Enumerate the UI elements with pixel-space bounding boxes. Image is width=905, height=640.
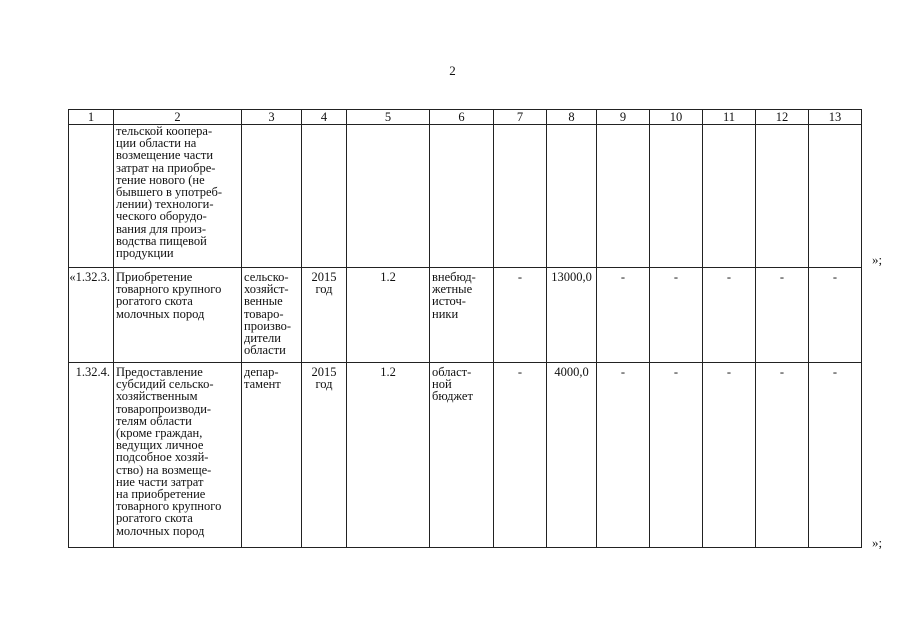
text-line: молочных пород [116,306,205,321]
page-number: 2 [449,63,456,78]
cell [302,125,347,268]
cell-value: - [650,363,703,548]
closing-quote-mark: »; [872,252,883,267]
item-source [430,363,494,548]
header-cell: 6 [430,110,494,125]
text-line: ство) на возмеще- [116,462,212,477]
text-line: подсобное хозяй- [116,450,209,465]
text-line: рогатого скота [116,294,193,309]
text-line: ведущих личное [116,438,204,453]
cell-value: - [494,363,547,548]
text-line: 2015 [311,270,337,284]
header-cell: 8 [547,110,597,125]
text-line: хозяйственным [116,389,198,404]
text-line: телям области [116,413,192,428]
cell-value: - [597,268,650,363]
text-line: области [244,343,286,358]
text-line: товарного крупного [116,282,222,297]
text-line: вания для произ- [116,221,206,236]
header-cell: 11 [703,110,756,125]
item-name [114,268,242,363]
header-cell: 9 [597,110,650,125]
item-number: 1.32.4. [69,363,114,548]
text-line: венные [244,294,283,309]
text-line: тение нового (не [116,172,205,187]
text-line: бывшего в употреб- [116,185,223,200]
text-line: затрат на приобре- [116,160,216,175]
text-line: год [315,282,333,297]
text-line: бюджет [432,389,473,404]
header-cell: 7 [494,110,547,125]
text-line: товарного крупного [116,499,222,514]
text-line: ники [432,306,459,321]
text-line: тельской коопера- [116,124,213,138]
cell [494,125,547,268]
text-line: продукции [116,246,174,261]
text-line: ческого оборудо- [116,209,207,224]
text-line: Приобретение [116,270,193,284]
item-year [302,268,347,363]
cell [347,125,430,268]
header-cell: 3 [242,110,302,125]
cell [650,125,703,268]
header-cell: 2 [114,110,242,125]
text-line: на приобретение [116,487,206,502]
text-line: област- [432,365,472,379]
cell-value: - [756,268,809,363]
header-cell: 5 [347,110,430,125]
text-line: возмещение части [116,148,214,163]
cell [597,125,650,268]
text-line: товаропроизводи- [116,401,212,416]
cell-value: - [597,363,650,548]
text-line: хозяйст- [244,282,289,297]
cell [809,125,862,268]
cell-value: 13000,0 [547,268,597,363]
text-line: молочных пород [116,523,205,538]
cell-value: - [494,268,547,363]
header-cell: 12 [756,110,809,125]
table-row [69,268,862,363]
cell [430,125,494,268]
cell-value: - [703,268,756,363]
text-line: ной [432,377,452,392]
text-line: (кроме граждан, [116,426,203,441]
cell-value: 4000,0 [547,363,597,548]
cell-value: - [809,363,862,548]
cell [69,125,114,268]
text-line: дители [244,331,281,346]
item-code: 1.2 [347,363,430,548]
text-line: произво- [244,318,292,333]
cell-value: - [650,268,703,363]
text-line: водства пищевой [116,233,207,248]
text-line: 2015 [311,365,337,379]
item-year [302,363,347,548]
text-line: рогатого скота [116,511,193,526]
text-line: жетные [432,282,473,297]
cell-value: - [809,268,862,363]
closing-quote-mark: »; [872,535,883,550]
text-line: товаро- [244,306,284,321]
program-table [68,109,862,548]
text-line: сельско- [244,270,289,284]
item-executor [242,268,302,363]
cell-value: - [756,363,809,548]
item-name [114,363,242,548]
header-cell: 1 [69,110,114,125]
text-line: ции области на [116,136,197,151]
header-cell: 10 [650,110,703,125]
item-number: «1.32.3. [69,268,114,363]
item-executor [242,363,302,548]
text-line: Предоставление [116,365,203,379]
header-cell: 13 [809,110,862,125]
text-line: год [315,377,333,392]
cell [756,125,809,268]
cell [703,125,756,268]
header-row [69,110,862,125]
text-line: депар- [244,365,279,379]
text-line: тамент [244,377,281,392]
continuation-text [114,125,242,268]
cell-value: - [703,363,756,548]
continuation-row [69,125,862,268]
text-line: ние части затрат [116,474,204,489]
header-cell: 4 [302,110,347,125]
item-code: 1.2 [347,268,430,363]
item-source [430,268,494,363]
text-line: внебюд- [432,270,476,284]
table-row [69,363,862,548]
text-line: субсидий сельско- [116,377,214,392]
cell [242,125,302,268]
text-line: лении) технологи- [116,197,214,212]
cell [547,125,597,268]
text-line: источ- [432,294,466,309]
